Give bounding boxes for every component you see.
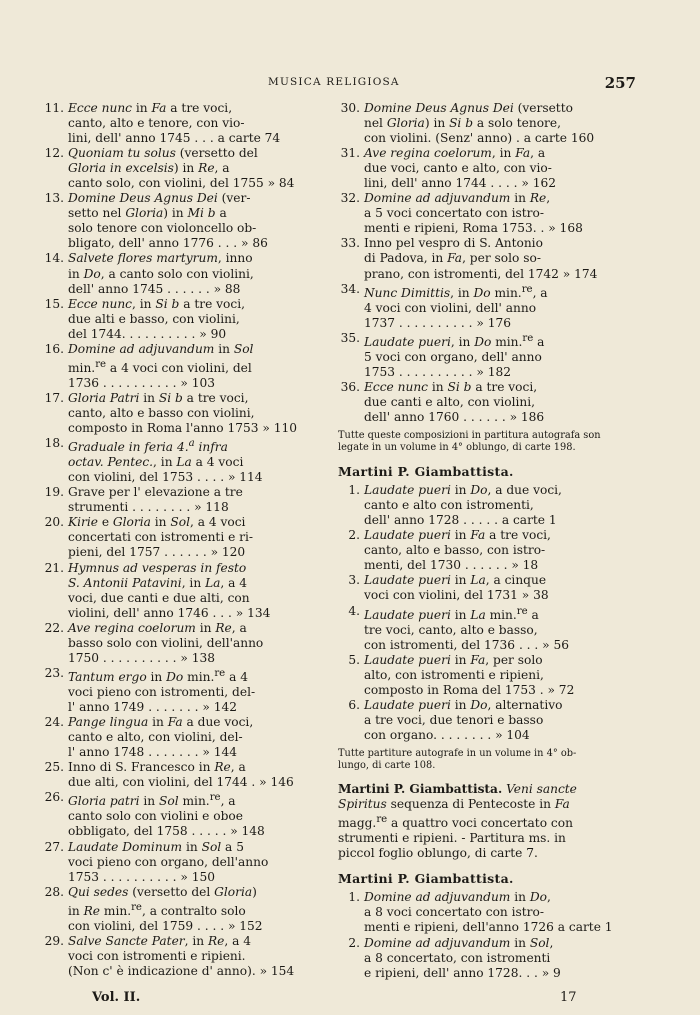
- entry-line: di Padova, in Fa, per solo so-: [364, 251, 541, 266]
- entry-line: in Re min.$^{re}$, a contralto solo: [68, 901, 246, 918]
- entry-line: basso solo con violini, dell'anno: [68, 635, 264, 650]
- entry-number: 31.: [340, 146, 360, 161]
- entry-line: octav. Pentec., in La a 4 voci: [68, 455, 244, 470]
- entry-number: 25.: [44, 760, 64, 775]
- entry-line: due alti, con violini, del 1744 . » 146: [68, 775, 294, 790]
- entry-number: 2.: [348, 528, 360, 543]
- section-heading-martini-1: Martini P. Giambattista.: [338, 464, 514, 480]
- entry-line: Pange lingua in Fa a due voci,: [68, 715, 254, 730]
- page-header: [0, 74, 700, 98]
- entry-line: 4 voci con violini, dell' anno: [364, 300, 537, 315]
- entry-line: Inno di S. Francesco in Re, a: [68, 760, 246, 775]
- right-column: [332, 101, 616, 981]
- entry-line: Hymnus ad vesperas in festo: [68, 560, 247, 575]
- entry-line: nel Gloria) in Si b a solo tenore,: [364, 116, 561, 131]
- entry-line: Laudate pueri, in Do min.$^{re}$ a: [364, 332, 545, 349]
- entry-number: 3.: [348, 573, 360, 588]
- entry-number: 19.: [44, 485, 64, 500]
- entry-line: Salvete flores martyrum, inno: [68, 251, 253, 266]
- entry-line: min.$^{re}$ a 4 voci con violini, del: [68, 358, 252, 375]
- catalog-entry: [36, 885, 324, 934]
- entry-line: Ecce nunc in Si b a tre voci,: [364, 379, 538, 394]
- catalog-entry: [36, 342, 324, 391]
- entry-line: Quoniam tu solus (versetto del: [68, 146, 258, 161]
- volume-label: Vol. II.: [92, 990, 141, 1005]
- entry-line: pieni, del 1757 . . . . . . » 120: [68, 545, 246, 560]
- entry-line: Ave regina coelorum in Re, a: [68, 620, 247, 635]
- entry-number: 1.: [348, 890, 360, 905]
- entry-line: dell' anno 1728 . . . . . a carte 1: [364, 513, 557, 528]
- entry-number: 29.: [44, 933, 64, 948]
- entry-line: composto in Roma l'anno 1753 » 110: [68, 421, 297, 436]
- text-line: Martini P. Giambattista. Veni sancte: [338, 782, 577, 797]
- entry-line: Gloria in excelsis) in Re, a: [68, 161, 230, 176]
- entry-line: con violini, del 1759 . . . . » 152: [68, 918, 263, 933]
- text-line: legate in un volume in 4° oblungo, di carte 198.: [338, 442, 576, 454]
- catalog-entry: [36, 251, 324, 296]
- entry-number: 32.: [340, 191, 360, 206]
- catalog-entry: [36, 934, 324, 979]
- entry-line: due voci, canto e alto, con vio-: [364, 161, 552, 176]
- catalog-entry: [36, 515, 324, 560]
- catalog-entry: [332, 604, 616, 653]
- entry-line: l' anno 1748 . . . . . . . » 144: [68, 745, 238, 760]
- entry-line: S. Antonii Patavini, in La, a 4: [68, 575, 248, 590]
- entry-line: canto e alto con istromenti,: [364, 498, 534, 513]
- entry-number: 36.: [340, 379, 360, 394]
- entry-line: (Non c' è indicazione d' anno). » 154: [68, 963, 295, 978]
- entry-number: 16.: [44, 341, 64, 356]
- catalog-entry: [332, 380, 616, 425]
- entry-line: Domine ad adjuvandum in Sol,: [364, 935, 554, 950]
- entry-line: Tantum ergo in Do min.$^{re}$ a 4: [68, 667, 248, 684]
- entry-line: 1736 . . . . . . . . . . » 103: [68, 375, 215, 390]
- entry-line: con violini. (Senz' anno) . a carte 160: [364, 131, 595, 146]
- catalog-entry: [332, 573, 616, 603]
- catalog-entry: [332, 936, 616, 981]
- catalog-entry: [36, 146, 324, 191]
- entry-number: 5.: [348, 652, 360, 667]
- signature-number: 17: [560, 990, 577, 1005]
- entry-line: 1750 . . . . . . . . . . » 138: [68, 650, 215, 665]
- entry-line: due alti e basso, con violini,: [68, 311, 240, 326]
- entry-line: Salve Sancte Pater, in Re, a 4: [68, 933, 252, 948]
- note-volume-198: [338, 430, 616, 454]
- entry-line: 1753 . . . . . . . . . . » 150: [68, 869, 215, 884]
- catalog-entry: [36, 621, 324, 666]
- section-heading-martini-2: Martini P. Giambattista.: [338, 871, 514, 887]
- entry-line: Inno pel vespro di S. Antonio: [364, 236, 543, 251]
- catalog-entry: [332, 146, 616, 191]
- entry-line: 1753 . . . . . . . . . . » 182: [364, 364, 511, 379]
- entry-line: canto solo con violini e oboe: [68, 809, 243, 824]
- entry-line: Domine Deus Agnus Dei (ver-: [68, 191, 251, 206]
- entry-line: del 1744. . . . . . . . . . » 90: [68, 326, 227, 341]
- entry-line: Laudate pueri in La, a cinque: [364, 573, 547, 588]
- entry-line: obbligato, del 1758 . . . . . » 148: [68, 824, 265, 839]
- entry-line: lini, dell' anno 1745 . . . a carte 74: [68, 131, 281, 146]
- entry-line: Domine ad adjuvandum in Re,: [364, 191, 551, 206]
- catalog-entry: [36, 760, 324, 790]
- entry-line: alto, con istromenti e ripieni,: [364, 667, 544, 682]
- catalog-entry: [332, 236, 616, 281]
- entry-line: lini, dell' anno 1744 . . . . » 162: [364, 176, 556, 191]
- text-line: piccol foglio oblungo, di carte 7.: [338, 846, 538, 861]
- catalog-entry: [332, 890, 616, 935]
- entry-line: voci con violini, del 1731 » 38: [364, 588, 549, 603]
- entry-line: Gloria Patri in Si b a tre voci,: [68, 390, 249, 405]
- entry-number: 11.: [44, 101, 64, 115]
- entry-number: 1.: [348, 483, 360, 498]
- entry-line: menti e ripieni, dell'anno 1726 a carte 1: [364, 920, 613, 935]
- catalog-entry: [332, 653, 616, 698]
- entry-line: Laudate Dominum in Sol a 5: [68, 839, 244, 854]
- entry-line: dell' anno 1760 . . . . . . » 186: [364, 410, 545, 425]
- martini-laudate-entries: [332, 483, 616, 743]
- entry-line: voci pieno con organo, dell'anno: [68, 854, 269, 869]
- entries-30-36: [332, 101, 616, 425]
- entry-line: a tre voci, due tenori e basso: [364, 712, 544, 727]
- catalog-entry: [36, 297, 324, 342]
- entry-line: con organo. . . . . . . . » 104: [364, 727, 530, 742]
- entry-number: 27.: [44, 839, 64, 854]
- catalog-entry: [332, 191, 616, 236]
- entry-line: tre voci, canto, alto e basso,: [364, 622, 538, 637]
- entry-line: Grave per l' elevazione a tre: [68, 485, 243, 500]
- entry-line: canto, alto e basso con violini,: [68, 406, 255, 420]
- catalog-entry: [36, 715, 324, 760]
- catalog-entry: [332, 331, 616, 380]
- entry-line: 5 voci con organo, dell' anno: [364, 349, 542, 364]
- catalog-entry: [332, 282, 616, 331]
- entry-line: concertati con istromenti e ri-: [68, 530, 254, 545]
- entry-number: 13.: [44, 191, 64, 206]
- entry-line: canto e alto, con violini, del-: [68, 730, 243, 745]
- entry-number: 35.: [340, 330, 360, 345]
- entry-number: 33.: [340, 236, 360, 251]
- entry-line: menti e ripieni, Roma 1753. . » 168: [364, 221, 583, 236]
- entry-line: Laudate pueri in Do, a due voci,: [364, 483, 562, 498]
- entry-line: bligato, dell' anno 1776 . . . » 86: [68, 236, 268, 251]
- text-line: Tutte partiture autografe in un volume in 4° ob-: [338, 748, 577, 760]
- entry-line: Ecce nunc in Fa a tre voci,: [68, 101, 233, 115]
- entry-line: in Do, a canto solo con violini,: [68, 266, 254, 281]
- entry-line: Nunc Dimittis, in Do min.$^{re}$, a: [364, 283, 548, 300]
- entry-number: 18.: [44, 436, 64, 451]
- entry-line: solo tenore con violoncello ob-: [68, 221, 257, 236]
- entry-line: Gloria patri in Sol min.$^{re}$, a: [68, 792, 236, 809]
- entry-line: canto, alto e basso, con istro-: [364, 543, 546, 558]
- entry-number: 2.: [348, 935, 360, 950]
- entry-line: a 5 voci concertato con istro-: [364, 206, 544, 221]
- catalog-entry: [332, 483, 616, 528]
- entry-line: Laudate pueri in Do, alternativo: [364, 697, 563, 712]
- entry-line: dell' anno 1745 . . . . . . » 88: [68, 281, 241, 296]
- entry-line: Graduale in feria 4.$^a$ infra: [68, 438, 228, 455]
- catalog-entry: [36, 790, 324, 839]
- catalog-entry: [36, 391, 324, 436]
- entry-line: l' anno 1749 . . . . . . . » 142: [68, 700, 238, 715]
- entry-line: setto nel Gloria) in Mi b a: [68, 206, 227, 221]
- text-line: strumenti e ripieni. - Partitura ms. in: [338, 831, 566, 846]
- entry-number: 23.: [44, 665, 64, 680]
- entry-line: Domine ad adjuvandum in Do,: [364, 890, 551, 905]
- catalog-entry: [332, 101, 616, 146]
- entry-line: menti, del 1730 . . . . . . » 18: [364, 558, 539, 573]
- page-number: 257: [604, 74, 636, 92]
- entry-line: con istromenti, del 1736 . . . » 56: [364, 637, 570, 652]
- entry-number: 6.: [348, 697, 360, 712]
- catalog-entry: [36, 666, 324, 715]
- catalog-entry: [36, 561, 324, 621]
- catalog-entry: [36, 101, 324, 146]
- entry-line: Domine ad adjuvandum in Sol: [68, 341, 254, 356]
- catalog-entry: [36, 840, 324, 885]
- entry-line: Ave regina coelorum, in Fa, a: [364, 146, 546, 161]
- entry-line: canto solo, con violini, del 1755 » 84: [68, 176, 295, 191]
- entry-line: con violini, del 1753 . . . . » 114: [68, 470, 263, 485]
- page-footer: [0, 990, 700, 1010]
- entry-number: 30.: [340, 101, 360, 115]
- entry-line: voci pieno con istromenti, del-: [68, 684, 256, 699]
- entry-line: Ecce nunc, in Si b a tre voci,: [68, 296, 245, 311]
- entry-number: 15.: [44, 296, 64, 311]
- entry-number: 4.: [348, 603, 360, 618]
- catalog-entry: [36, 485, 324, 515]
- catalog-entry: [36, 191, 324, 251]
- martini-veni-sancte-paragraph: [338, 782, 616, 861]
- martini-domine-entries: [332, 890, 616, 980]
- entry-line: Kirie e Gloria in Sol, a 4 voci: [68, 515, 246, 530]
- entry-line: prano, con istromenti, del 1742 » 174: [364, 266, 598, 281]
- entry-number: 14.: [44, 251, 64, 266]
- catalog-entry: [332, 528, 616, 573]
- running-title: MUSICA RELIGIOSA: [268, 76, 400, 88]
- entry-number: 21.: [44, 560, 64, 575]
- entry-line: Laudate pueri in Fa a tre voci,: [364, 528, 551, 543]
- entry-line: 1737 . . . . . . . . . . » 176: [364, 315, 511, 330]
- entry-line: a 8 concertato, con istromenti: [364, 950, 551, 965]
- entry-number: 26.: [44, 790, 64, 805]
- entry-number: 22.: [44, 620, 64, 635]
- entry-number: 17.: [44, 390, 64, 405]
- entry-line: violini, dell' anno 1746 . . . » 134: [68, 605, 271, 620]
- entry-number: 24.: [44, 715, 64, 730]
- entry-line: Laudate pueri in Fa, per solo: [364, 652, 543, 667]
- entry-line: e ripieni, dell' anno 1728. . . » 9: [364, 965, 561, 980]
- entry-line: voci con istromenti e ripieni.: [68, 948, 246, 963]
- entry-line: Domine Deus Agnus Dei (versetto: [364, 101, 573, 115]
- text-line: magg.$^{re}$ a quattro voci concertato con: [338, 814, 573, 831]
- entry-line: due canti e alto, con violini,: [364, 395, 536, 410]
- entry-line: strumenti . . . . . . . . » 118: [68, 500, 229, 515]
- entry-line: voci, due canti e due alti, con: [68, 590, 250, 605]
- note-volume-108: [338, 748, 616, 772]
- catalog-entry: [36, 436, 324, 485]
- entry-line: Qui sedes (versetto del Gloria): [68, 884, 257, 899]
- entry-number: 34.: [340, 281, 360, 296]
- entry-number: 20.: [44, 515, 64, 530]
- text-line: Spiritus sequenza di Pentecoste in Fa: [338, 797, 570, 812]
- entry-number: 28.: [44, 884, 64, 899]
- entry-line: Laudate pueri in La min.$^{re}$ a: [364, 605, 539, 622]
- entry-number: 12.: [44, 146, 64, 161]
- entry-line: a 8 voci concertato con istro-: [364, 905, 544, 920]
- left-column: [36, 101, 324, 979]
- text-line: Tutte queste composizioni in partitura autografa son: [338, 430, 601, 442]
- entry-line: composto in Roma del 1753 . » 72: [364, 682, 575, 697]
- catalog-entry: [332, 698, 616, 743]
- text-line: lungo, di carte 108.: [338, 760, 436, 772]
- entry-line: canto, alto e tenore, con vio-: [68, 116, 245, 131]
